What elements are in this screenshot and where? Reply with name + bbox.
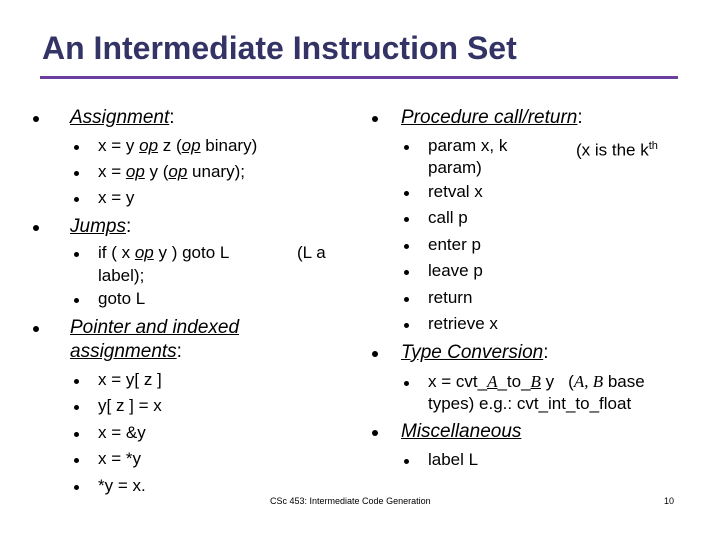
bullet [404,217,409,222]
misc-item: label L [428,450,479,469]
proc-item: return [428,288,473,307]
assignment-unary: x = op y (op unary); [98,162,245,181]
slide-footer: CSc 453: Intermediate Code Generation [270,496,431,506]
pointer-item: x = *y [98,449,141,468]
bullet [33,225,39,231]
proc-param: param x, k [428,136,508,155]
bullet [404,459,409,464]
bullet [404,191,409,196]
pointer-heading-line1: Pointer and indexed [70,317,240,338]
proc-item: retrieve x [428,314,498,333]
pointer-item: *y = x. [98,476,146,495]
jumps-heading: Jumps: [70,216,132,237]
pointer-item: y[ z ] = x [98,396,162,415]
pointer-heading-line2: assignments: [70,341,182,362]
proc-item: leave p [428,261,483,280]
proc-param-line2: param) [428,158,482,177]
pointer-item: x = y[ z ] [98,370,162,389]
jump-conditional: if ( x op y ) goto L [98,243,230,262]
proc-item: enter p [428,235,481,254]
bullet [74,379,79,384]
title-underline [40,76,678,79]
bullet [74,432,79,437]
type-conversion-line1: x = cvt_A_to_B y (A, B base [428,372,645,391]
bullet [74,252,79,257]
page-number: 10 [664,496,675,506]
jump-conditional-line2: label); [98,266,145,285]
bullet [74,298,79,303]
bullet [404,297,409,302]
procedure-heading: Procedure call/return: [401,107,583,128]
bullet [372,116,378,122]
misc-heading: Miscellaneous [401,421,522,442]
bullet [74,405,79,410]
pointer-item: x = &y [98,423,146,442]
bullet [404,244,409,249]
jump-conditional-note: (L a [297,243,326,262]
slide-title: An Intermediate Instruction Set [42,30,517,66]
bullet [404,323,409,328]
bullet [74,145,79,150]
bullet [74,458,79,463]
assignment-binary: x = y op z (op binary) [98,136,258,155]
type-conversion-heading: Type Conversion: [401,342,549,363]
bullet [33,116,39,122]
assignment-heading: Assignment: [70,107,175,128]
bullet [74,197,79,202]
proc-item: call p [428,208,468,227]
bullet [74,485,79,490]
bullet [404,145,409,150]
proc-item: retval x [428,182,483,201]
proc-param-note: (x is the $k^{th}$ [576,140,658,160]
bullet [74,171,79,176]
bullet [404,270,409,275]
bullet [372,430,378,436]
jump-goto: goto L [98,289,146,308]
bullet [372,351,378,357]
bullet [33,326,39,332]
bullet [404,381,409,386]
assignment-copy: x = y [98,188,135,207]
type-conversion-line2: types) e.g.: cvt_int_to_float [428,394,632,413]
